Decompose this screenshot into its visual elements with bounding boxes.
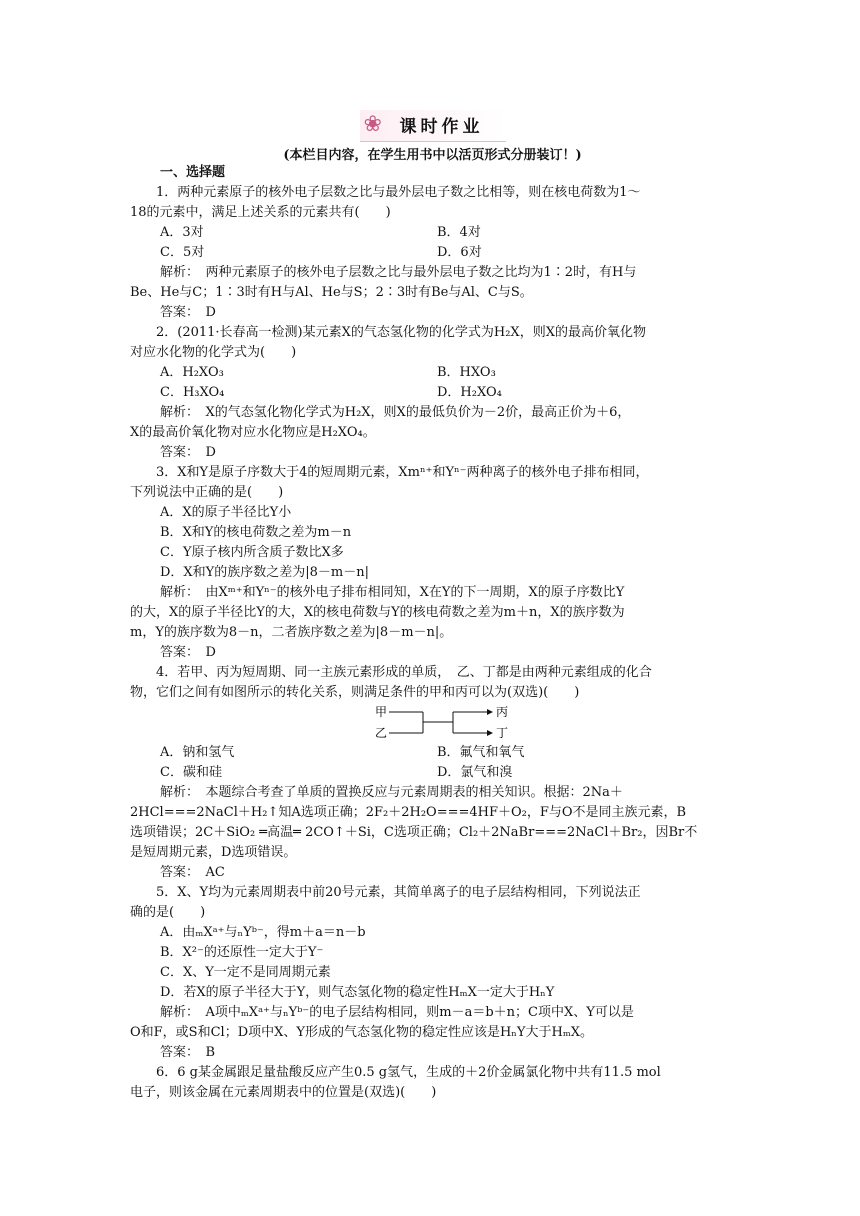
banner-box bbox=[360, 110, 506, 142]
explanation-4-line2: 2HCl===2NaCl＋H₂↑知A选项正确；2F₂＋2H₂O===4HF＋O₂，F与O不是同主族元素，B bbox=[130, 805, 687, 820]
option-d: D．氯气和溴 bbox=[437, 765, 513, 780]
explanation-1-line2: Be、He与C；1∶3时有H与Al、He与S；2∶3时有Be与Al、C与S。 bbox=[130, 285, 533, 300]
answer-3: 答案： D bbox=[160, 645, 216, 660]
option-b: B．X和Y的核电荷数之差为m－n bbox=[160, 525, 352, 540]
question-4-line1: 4．若甲、丙为短周期、同一主族元素形成的单质， 乙、丁都是由两种元素组成的化合 bbox=[156, 665, 652, 680]
worksheet-page bbox=[130, 110, 735, 1103]
answer-5: 答案： B bbox=[160, 1045, 216, 1060]
explanation-3-line1: 解析： 由Xᵐ⁺和Yⁿ⁻的核外电子排布相同知，X在Y的下一周期，X的原子序数比Y bbox=[160, 585, 625, 600]
question-5-line1: 5．X、Y均为元素周期表中前20号元素，其简单离子的电子层结构相同，下列说法正 bbox=[156, 885, 641, 900]
question-6-line1: 6．6 g某金属跟足量盐酸反应产生0.5 g氢气，生成的＋2价金属氯化物中共有11.5 mol bbox=[156, 1065, 661, 1080]
answer-1: 答案： D bbox=[160, 305, 216, 320]
question-2-line2: 对应水化物的化学式为( ) bbox=[130, 345, 297, 360]
question-2-line1: 2．(2011·长春高一检测)某元素X的气态氢化物的化学式为H₂X，则X的最高价氧化物 bbox=[156, 325, 646, 340]
question-3-line1: 3．X和Y是原子序数大于4的短周期元素，Xmⁿ⁺和Yⁿ⁻两种离子的核外电子排布相同， bbox=[156, 465, 649, 480]
flower-ornament-icon: ❀ bbox=[363, 112, 382, 137]
question-1-line1: 1．两种元素原子的核外电子层数之比与最外层电子数之比相等，则在核电荷数为1～ bbox=[156, 185, 641, 200]
question-4-line2: 物，它们之间有如图所示的转化关系，则满足条件的甲和丙可以为(双选)( ) bbox=[130, 685, 580, 700]
diagram-label-jia: 甲 bbox=[375, 705, 388, 719]
explanation-1-line1: 解析： 两种元素原子的核外电子层数之比与最外层电子数之比均为1∶2时，有H与 bbox=[160, 265, 637, 280]
question-6-line2: 电子，则该金属在元素周期表中的位置是(双选)( ) bbox=[130, 1085, 437, 1100]
question-4-options-ab bbox=[130, 743, 735, 763]
subtitle: (本栏目内容，在学生用书中以活页形式分册装订！) bbox=[283, 148, 582, 163]
option-b: B．4对 bbox=[437, 225, 481, 240]
diagram-label-bing: 丙 bbox=[496, 705, 509, 719]
question-2-options-cd bbox=[130, 383, 735, 403]
explanation-3-line2: 的大，X的原子半径比Y的大，X的核电荷数与Y的核电荷数之差为m＋n，X的族序数为 bbox=[130, 605, 625, 620]
option-c: C．X、Y一定不是同周期元素 bbox=[160, 965, 331, 980]
option-a: A．钠和氢气 bbox=[160, 745, 235, 760]
header-banner bbox=[130, 110, 735, 140]
question-2-options-ab bbox=[130, 363, 735, 383]
option-c: C．5对 bbox=[160, 245, 205, 260]
question-4-options-cd bbox=[130, 763, 735, 783]
option-a: A．由ₘXᵃ⁺与ₙYᵇ⁻，得m＋a＝n－b bbox=[160, 925, 366, 940]
reaction-diagram bbox=[130, 703, 735, 743]
explanation-4-line4: 是短周期元素，D选项错误。 bbox=[130, 845, 297, 860]
option-d: D．6对 bbox=[437, 245, 482, 260]
option-b: B．氟气和氧气 bbox=[437, 745, 525, 760]
option-b: B．X²⁻的还原性一定大于Y⁻ bbox=[160, 945, 324, 960]
answer-2: 答案： D bbox=[160, 445, 216, 460]
explanation-3-line3: m，Y的族序数为8－n，二者族序数之差为|8－m－n|。 bbox=[130, 625, 453, 640]
banner-title: 课时作业 bbox=[399, 117, 484, 137]
question-1-line2: 18的元素中，满足上述关系的元素共有( ) bbox=[130, 205, 391, 220]
question-3-line2: 下列说法中正确的是( ) bbox=[130, 485, 284, 500]
section-heading: 一、选择题 bbox=[160, 165, 226, 180]
arrowhead-top-icon bbox=[487, 709, 493, 715]
question-5-line2: 确的是( ) bbox=[130, 905, 206, 920]
option-d: D．X和Y的族序数之差为|8－m－n| bbox=[160, 565, 369, 580]
explanation-4-line3: 选项错误；2C＋SiO₂ ═高温═ 2CO↑＋Si，C选项正确；Cl₂＋2NaBr===2NaCl＋Br₂，因Br不 bbox=[130, 825, 698, 840]
explanation-5-line1: 解析： A项中ₘXᵃ⁺与ₙYᵇ⁻的电子层结构相同，则m－a＝b＋n；C项中X、Y可以是 bbox=[160, 1005, 634, 1020]
arrowhead-bottom-icon bbox=[487, 730, 493, 736]
option-a: A．X的原子半径比Y小 bbox=[160, 505, 292, 520]
explanation-2-line1: 解析： X的气态氢化物化学式为H₂X，则X的最低负价为－2价，最高正价为＋6， bbox=[160, 405, 631, 420]
option-d: D．若X的原子半径大于Y，则气态氢化物的稳定性HₘX一定大于HₙY bbox=[160, 985, 555, 1000]
question-1-options-ab bbox=[130, 223, 735, 243]
option-c: C．H₃XO₄ bbox=[160, 385, 225, 400]
explanation-5-line2: O和F，或S和Cl；D项中X、Y形成的气态氢化物的稳定性应该是HₙY大于HₘX。 bbox=[130, 1025, 594, 1040]
explanation-4-line1: 解析： 本题综合考查了单质的置换反应与元素周期表的相关知识。根据：2Na＋ bbox=[160, 785, 623, 800]
option-a: A．3对 bbox=[160, 225, 204, 240]
answer-4: 答案： AC bbox=[160, 865, 225, 880]
option-c: C．碳和硅 bbox=[160, 765, 222, 780]
diagram-label-yi: 乙 bbox=[375, 726, 388, 740]
diagram-label-ding: 丁 bbox=[496, 726, 509, 740]
option-a: A．H₂XO₃ bbox=[160, 365, 224, 380]
explanation-2-line2: X的最高价氧化物对应水化物应是H₂XO₄。 bbox=[130, 425, 376, 440]
option-d: D．H₂XO₄ bbox=[437, 385, 502, 400]
option-b: B．HXO₃ bbox=[437, 365, 496, 380]
question-1-options-cd bbox=[130, 243, 735, 263]
option-c: C．Y原子核内所含质子数比X多 bbox=[160, 545, 344, 560]
reaction-diagram-svg bbox=[375, 703, 515, 743]
